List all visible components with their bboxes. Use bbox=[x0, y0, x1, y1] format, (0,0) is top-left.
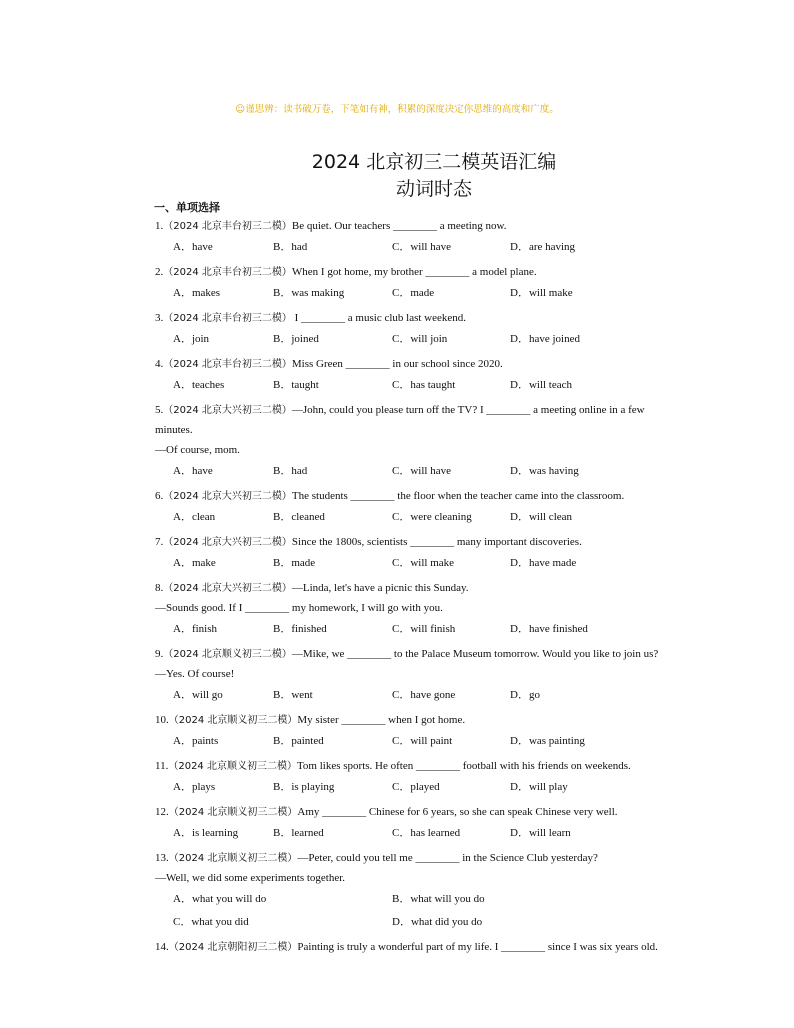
question-number: 4. bbox=[155, 358, 164, 370]
question-number: 2. bbox=[155, 266, 164, 278]
question-item bbox=[155, 262, 735, 305]
question-number: 14. bbox=[155, 941, 169, 953]
options-row bbox=[155, 552, 735, 575]
option-d: D．what did you do bbox=[392, 916, 483, 928]
option-c: C．will have bbox=[392, 241, 451, 253]
option-b: B．what will you do bbox=[392, 893, 485, 905]
option-a: A．clean bbox=[173, 511, 216, 523]
question-source: （2024 北京顺义初三二模） bbox=[168, 715, 298, 726]
option-d: D．go bbox=[510, 689, 540, 701]
option-d: D．will make bbox=[510, 287, 573, 299]
question-stem bbox=[155, 262, 735, 282]
question-item bbox=[155, 532, 735, 575]
option-b: B．had bbox=[273, 241, 308, 253]
options-row bbox=[155, 730, 735, 753]
option-c: C．will join bbox=[392, 333, 448, 345]
question-continuation: —Yes. Of course! bbox=[155, 668, 235, 680]
question-source: （2024 北京大兴初三二模） bbox=[163, 405, 292, 416]
options-row bbox=[155, 684, 735, 707]
question-item bbox=[155, 308, 735, 351]
options-row bbox=[155, 888, 735, 911]
option-d: D．was painting bbox=[510, 735, 585, 747]
option-d: D．will clean bbox=[510, 511, 573, 523]
option-a: A．will go bbox=[173, 689, 223, 701]
document-title: 2024 北京初三二模英语汇编 bbox=[311, 151, 557, 173]
question-text: Painting is truly a wonderful part of my life. I ________ since I was six years old. bbox=[297, 941, 658, 953]
option-b: B．joined bbox=[273, 333, 319, 345]
question-text: Tom likes sports. He often ________ football with his friends on weekends. bbox=[296, 760, 631, 772]
option-b: B．painted bbox=[273, 735, 324, 747]
question-stem bbox=[155, 400, 735, 420]
option-a: A．join bbox=[173, 333, 210, 345]
header-motto: ☺谨思辨：读书破万卷，下笔如有神，积累的深度决定你思维的高度和广度。 bbox=[235, 104, 559, 115]
question-source: （2024 北京丰台初三二模） bbox=[163, 221, 292, 232]
option-d: D．have finished bbox=[510, 623, 588, 635]
question-stem bbox=[155, 532, 735, 552]
question-text: Miss Green ________ in our school since 2020. bbox=[291, 358, 503, 370]
option-d: D．will teach bbox=[510, 379, 573, 391]
option-b: B．cleaned bbox=[273, 511, 325, 523]
options-row bbox=[155, 822, 735, 845]
option-c: C．will paint bbox=[392, 735, 453, 747]
option-c: C．played bbox=[392, 781, 440, 793]
question-continuation: —Well, we did some experiments together. bbox=[155, 872, 346, 884]
option-a: A．paints bbox=[173, 735, 219, 747]
options-row bbox=[155, 618, 735, 641]
option-c: C．were cleaning bbox=[392, 511, 472, 523]
question-text: My sister ________ when I got home. bbox=[297, 714, 466, 726]
question-source: （2024 北京丰台初三二模） bbox=[163, 313, 292, 324]
question-item bbox=[155, 937, 735, 957]
options-row bbox=[155, 776, 735, 799]
question-continuation: —Sounds good. If I ________ my homework, I will go with you. bbox=[155, 602, 443, 614]
question-source: （2024 北京顺义初三二模） bbox=[168, 761, 297, 772]
option-d: D．will play bbox=[510, 781, 568, 793]
option-a: A．makes bbox=[173, 287, 221, 299]
question-item bbox=[155, 486, 735, 529]
question-stem bbox=[155, 848, 735, 868]
option-c: C．will make bbox=[392, 557, 455, 569]
options-row bbox=[155, 374, 735, 397]
option-b: B．taught bbox=[273, 379, 319, 391]
options-row bbox=[155, 328, 735, 351]
question-text: The students ________ the floor when the teacher came into the classroom. bbox=[291, 490, 625, 502]
question-source: （2024 北京朝阳初三二模） bbox=[168, 942, 298, 953]
question-text: —John, could you please turn off the TV? I ________ a meeting online in a few bbox=[291, 404, 645, 416]
question-number: 7. bbox=[155, 536, 164, 548]
question-source: （2024 北京大兴初三二模） bbox=[163, 491, 292, 502]
question-number: 12. bbox=[155, 806, 169, 818]
option-a: A．teaches bbox=[173, 379, 225, 391]
options-row bbox=[155, 506, 735, 529]
document-subtitle: 动词时态 bbox=[395, 178, 472, 200]
option-a: A．what you will do bbox=[173, 893, 267, 905]
question-number: 6. bbox=[155, 490, 164, 502]
question-source: （2024 北京丰台初三二模） bbox=[163, 359, 292, 370]
question-source: （2024 北京顺义初三二模） bbox=[168, 853, 298, 864]
question-stem bbox=[155, 308, 735, 328]
question-stem bbox=[155, 354, 735, 374]
question-item bbox=[155, 354, 735, 397]
options-row bbox=[155, 460, 735, 483]
question-source: （2024 北京顺义初三二模） bbox=[168, 807, 298, 818]
question-item bbox=[155, 644, 735, 707]
option-a: A．finish bbox=[173, 623, 217, 635]
option-c: C．what you did bbox=[173, 916, 249, 928]
question-number: 9. bbox=[155, 648, 164, 660]
question-item bbox=[155, 578, 735, 641]
question-continuation: —Of course, mom. bbox=[155, 444, 240, 456]
option-d: D．was having bbox=[510, 465, 579, 477]
question-number: 3. bbox=[155, 312, 164, 324]
option-b: B．learned bbox=[273, 827, 324, 839]
question-text: —Peter, could you tell me ________ in the Science Club yesterday? bbox=[297, 852, 598, 864]
option-c: C．have gone bbox=[392, 689, 456, 701]
option-d: D．have joined bbox=[510, 333, 580, 345]
question-number: 11. bbox=[155, 760, 169, 772]
question-stem bbox=[155, 802, 735, 822]
option-c: C．will finish bbox=[392, 623, 456, 635]
question-source: （2024 北京顺义初三二模） bbox=[163, 649, 292, 660]
option-b: B．finished bbox=[273, 623, 327, 635]
question-number: 5. bbox=[155, 404, 164, 416]
question-source: （2024 北京大兴初三二模） bbox=[163, 583, 292, 594]
question-stem bbox=[155, 216, 735, 236]
question-stem bbox=[155, 937, 735, 957]
options-row bbox=[155, 911, 735, 934]
option-a: A．have bbox=[173, 241, 213, 253]
question-list bbox=[155, 213, 735, 957]
option-a: A．is learning bbox=[173, 827, 239, 839]
question-item bbox=[155, 400, 735, 483]
options-row bbox=[155, 236, 735, 259]
question-text: —Mike, we ________ to the Palace Museum tomorrow. Would you like to join us? bbox=[291, 648, 659, 660]
question-item bbox=[155, 802, 735, 845]
question-source: （2024 北京大兴初三二模） bbox=[163, 537, 292, 548]
option-b: B．made bbox=[273, 557, 316, 569]
question-continuation: minutes. bbox=[155, 424, 193, 436]
question-text: Be quiet. Our teachers ________ a meeting now. bbox=[291, 220, 507, 232]
option-b: B．was making bbox=[273, 287, 345, 299]
question-item bbox=[155, 216, 735, 259]
option-c: C．has learned bbox=[392, 827, 461, 839]
question-text: I ________ a music club last weekend. bbox=[291, 312, 467, 324]
question-text: —Linda, let's have a picnic this Sunday. bbox=[291, 582, 469, 594]
option-a: A．plays bbox=[173, 781, 216, 793]
question-text: Since the 1800s, scientists ________ many important discoveries. bbox=[291, 536, 582, 548]
question-number: 10. bbox=[155, 714, 169, 726]
question-number: 13. bbox=[155, 852, 169, 864]
option-b: B．is playing bbox=[273, 781, 335, 793]
question-stem bbox=[155, 486, 735, 506]
question-stem bbox=[155, 578, 735, 598]
question-stem bbox=[155, 644, 735, 664]
option-d: D．are having bbox=[510, 241, 576, 253]
question-number: 1. bbox=[155, 220, 164, 232]
question-item bbox=[155, 848, 735, 934]
question-number: 8. bbox=[155, 582, 164, 594]
question-stem bbox=[155, 710, 735, 730]
question-source: （2024 北京丰台初三二模） bbox=[163, 267, 292, 278]
option-a: A．have bbox=[173, 465, 213, 477]
option-c: C．has taught bbox=[392, 379, 456, 391]
question-text: Amy ________ Chinese for 6 years, so she can speak Chinese very well. bbox=[297, 806, 618, 818]
option-c: C．made bbox=[392, 287, 435, 299]
question-text: When I got home, my brother ________ a model plane. bbox=[291, 266, 537, 278]
option-b: B．went bbox=[273, 689, 313, 701]
question-item bbox=[155, 756, 735, 799]
option-a: A．make bbox=[173, 557, 216, 569]
option-d: D．have made bbox=[510, 557, 577, 569]
question-stem bbox=[155, 756, 735, 776]
options-row bbox=[155, 282, 735, 305]
section-heading: 一、单项选择 bbox=[154, 201, 220, 214]
option-c: C．will have bbox=[392, 465, 451, 477]
option-d: D．will learn bbox=[510, 827, 571, 839]
option-b: B．had bbox=[273, 465, 308, 477]
question-item bbox=[155, 710, 735, 753]
